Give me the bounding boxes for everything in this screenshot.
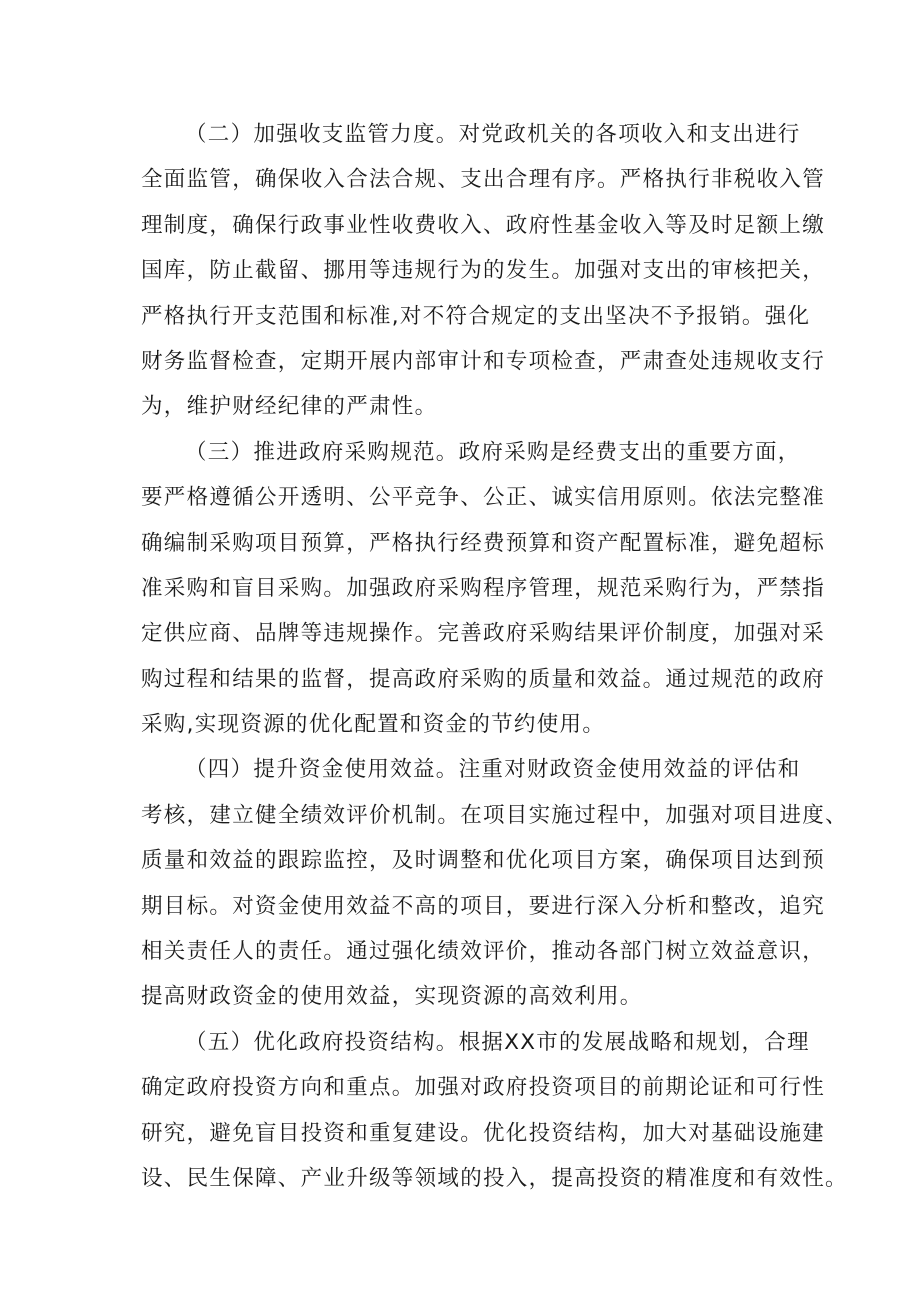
paragraph-revenue-expenditure-supervision (141, 112, 826, 430)
text-line: 考核，建立健全绩效评价机制。在项目实施过程中，加强对项目进度、 (141, 802, 848, 828)
text-line: 定供应商、品牌等违规操作。完善政府采购结果评价制度，加强对采 (141, 621, 826, 647)
text-line: 研究，避免盲目投资和重复建设。优化投资结构，加大对基础设施建 (141, 1120, 826, 1146)
text-line: 财务监督检查，定期开展内部审计和专项检查，严肃查处违规收支行 (141, 348, 826, 374)
text-line: 确定政府投资方向和重点。加强对政府投资项目的前期论证和可行性 (141, 1075, 826, 1101)
text-line: 提高财政资金的使用效益，实现资源的高效利用。 (141, 984, 643, 1010)
document-body (141, 112, 848, 1201)
text-line: 采购,实现资源的优化配置和资金的节约使用。 (141, 712, 606, 738)
text-line: 理制度，确保行政事业性收费收入、政府性基金收入等及时足额上缴 (141, 212, 826, 238)
text-line: 全面监管，确保收入合法合规、支出合理有序。严格执行非税收入管 (141, 167, 826, 193)
text-line: 确编制采购项目预算，严格执行经费预算和资产配置标准，避免超标 (141, 530, 826, 556)
text-line: 设、民生保障、产业升级等领域的投入，提高投资的精准度和有效性。 (141, 1165, 848, 1191)
text-line: 期目标。对资金使用效益不高的项目，要进行深入分析和整改，追究 (141, 893, 826, 919)
text-line: （五）优化政府投资结构。根据XX市的发展战略和规划，合理 (185, 1029, 810, 1055)
text-line: 要严格遵循公开透明、公平竞争、公正、诚实信用原则。依法完整准 (141, 485, 826, 511)
text-line: 质量和效益的跟踪监控，及时调整和优化项目方案，确保项目达到预 (141, 848, 826, 874)
text-line: 购过程和结果的监督，提高政府采购的质量和效益。通过规范的政府 (141, 666, 826, 692)
paragraph-government-procurement (141, 430, 826, 748)
paragraph-investment-structure (141, 1020, 848, 1202)
text-line: 相关责任人的责任。通过强化绩效评价，推动各部门树立效益意识， (141, 939, 826, 965)
text-line: （二）加强收支监管力度。对党政机关的各项收入和支出进行 (185, 122, 801, 147)
text-line: 严格执行开支范围和标准,对不符合规定的支出坚决不予报销。强化 (141, 303, 811, 329)
paragraph-fund-efficiency (141, 747, 848, 1019)
text-line: 准采购和盲目采购。加强政府采购程序管理，规范采购行为，严禁指 (141, 575, 826, 601)
text-line: （三）推进政府采购规范。政府采购是经费支出的重要方面， (185, 439, 801, 465)
text-line: 国库，防止截留、挪用等违规行为的发生。加强对支出的审核把关， (141, 258, 826, 284)
text-line: 为，维护财经纪律的严肃性。 (141, 394, 438, 420)
text-line: （四）提升资金使用效益。注重对财政资金使用效益的评估和 (185, 757, 801, 783)
